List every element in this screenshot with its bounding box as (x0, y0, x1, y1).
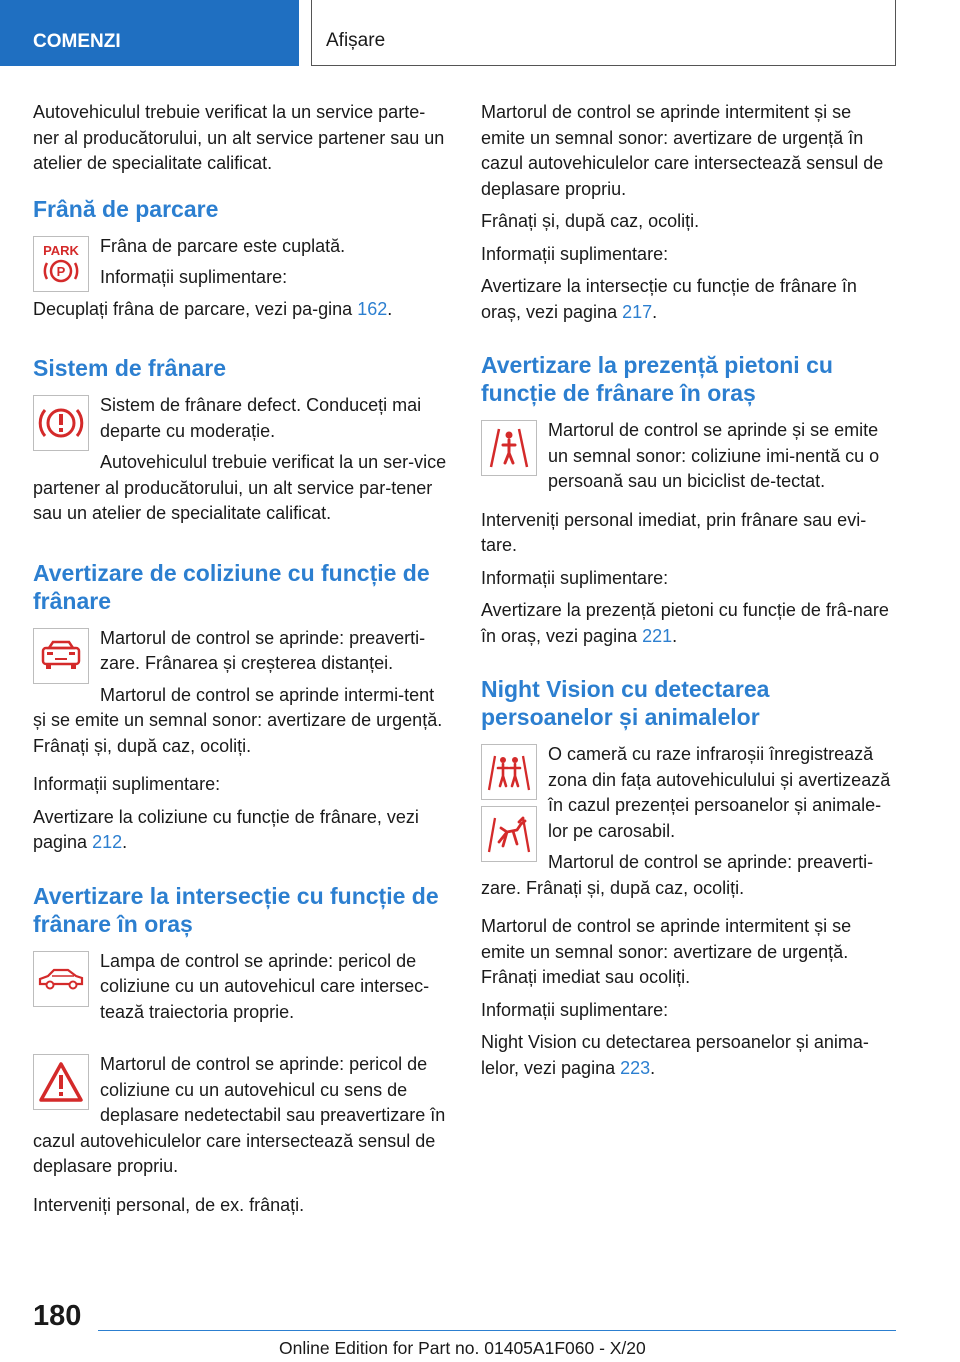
brake-warning-icon (33, 395, 89, 451)
car-side-warning-icon (33, 951, 89, 1007)
collision-p3: Informații suplimentare: (33, 774, 221, 794)
parking-p3: Decuplați frâna de parcare, vezi pa-gina 162. (33, 298, 393, 319)
page-link-221[interactable]: 221 (642, 625, 673, 646)
intersection-p3: Interveniți personal, de ex. frânați. (33, 1194, 305, 1215)
chapter-tab[interactable]: COMENZI (0, 0, 299, 66)
footer-edition: Online Edition for Part no. 01405A1F060 - X/20 (279, 1338, 646, 1358)
pedestrian-p4: Avertizare la prezență pietoni cu funcție de frâ-nare în oraș, vezi pagina 221. (481, 600, 889, 646)
heading-intersection-warning: Avertizare la intersecție cu funcție de frânare în oraș (33, 882, 439, 937)
page-link-162[interactable]: 162 (357, 298, 388, 319)
intersection-item-1 (33, 949, 448, 1032)
parking-p1: Frâna de parcare este cuplată. (100, 235, 346, 256)
park-brake-icon (33, 236, 89, 292)
warning-triangle-icon (33, 1054, 89, 1110)
brake-system-item (33, 393, 448, 533)
svg-text:P: P (56, 263, 66, 279)
intersection-cont-p1: Martorul de control se aprinde intermitent și se emite un semnal sonor: avertizare de urgență în cazul autovehiculelor care intersectează sensul de deplasare propriu. (481, 102, 884, 199)
intro-paragraph: Autovehiculul trebuie verificat la un service parte-ner al producătorului, un alt service partener sau un atelier de specialitate calificat. (33, 102, 445, 173)
pedestrian-p2: Interveniți personal imediat, prin frânare sau evi-tare. (481, 509, 867, 555)
right-column (481, 100, 896, 1088)
collision-p2: Martorul de control se aprinde intermi-tent și se emite un semnal sonor: avertizare de urgență. Frânați și, după caz, ocoliți. (33, 684, 443, 756)
car-front-warning-icon (33, 628, 89, 684)
intersection-cont-p4: Avertizare la intersecție cu funcție de frânare în oraș, vezi pagina 217. (481, 276, 857, 322)
heading-parking-brake: Frână de parcare (33, 195, 219, 222)
intersection-p1: Lampa de control se aprinde: pericol de coliziune cu un autovehicul care intersec-tează traiectoria proprie. (100, 950, 430, 1022)
footer-divider (98, 1330, 896, 1331)
collision-p4: Avertizare la coliziune cu funcție de frânare, vezi pagina 212. (33, 806, 419, 852)
page-header (0, 0, 960, 66)
brake-p1: Sistem de frânare defect. Conduceți mai departe cu moderație. (100, 395, 422, 441)
heading-collision-warning: Avertizare de coliziune cu funcție de frânare (33, 559, 430, 614)
page-link-223[interactable]: 223 (620, 1057, 651, 1078)
collision-item (33, 626, 448, 766)
section-title: Afișare (311, 0, 896, 66)
intersection-cont-p3: Informații suplimentare: (481, 243, 669, 264)
intersection-cont-p2: Frânați și, după caz, ocoliți. (481, 211, 700, 231)
pedestrian-warning-icon (481, 420, 537, 476)
night-p1: O cameră cu raze infraroșii înregistrează zona din fața autovehiculului și avertizează în cazul prezenței persoanelor și animale-lor pe carosabil. (548, 744, 891, 841)
night-p3: Martorul de control se aprinde intermitent și se emite un semnal sonor: avertizare de urgență. Frânați imediat sau ocoliți. (481, 916, 852, 987)
page-number: 180 (33, 1300, 82, 1332)
pedestrian-p1: Martorul de control se aprinde și se emite un semnal sonor: coliziune imi-nentă cu o persoană sau un biciclist de-tectat. (548, 420, 880, 491)
heading-brake-system: Sistem de frânare (33, 355, 227, 381)
pedestrian-item (481, 418, 896, 501)
parking-brake-item (33, 234, 448, 329)
page-link-212[interactable]: 212 (92, 832, 123, 852)
heading-pedestrian-warning: Avertizare la prezență pietoni cu funcție de frânare în oraș (481, 352, 833, 406)
svg-text:PARK: PARK (43, 242, 79, 258)
collision-p1: Martorul de control se aprinde: preaverti-zare. Frânarea și creșterea distanței. (100, 627, 426, 673)
page-link-217[interactable]: 217 (622, 301, 653, 322)
heading-night-vision: Night Vision cu detectarea persoanelor și animalelor (481, 676, 770, 730)
animal-warning-icon (481, 806, 537, 862)
night-vision-item (481, 742, 896, 907)
intersection-item-2 (33, 1052, 448, 1186)
parking-p2: Informații suplimentare: (100, 267, 288, 287)
night-p5: Night Vision cu detectarea persoanelor și anima-lelor, vezi pagina 223. (481, 1032, 869, 1078)
intersection-p2: Martorul de control se aprinde: pericol de coliziune cu un autovehicul cu sens de deplasare nedetectabil sau preavertizare în cazul autovehiculelor care intersectează sensul de deplasare propriu. (33, 1054, 446, 1176)
brake-p2: Autovehiculul trebuie verificat la un ser-vice partener al producătorului, un alt service par-tener sau un atelier de specialitate calificat. (33, 452, 447, 523)
persons-warning-icon (481, 744, 537, 800)
pedestrian-p3: Informații suplimentare: (481, 567, 669, 588)
night-p2: Martorul de control se aprinde: preaverti-zare. Frânați și, după caz, ocoliți. (481, 852, 874, 898)
night-p4: Informații suplimentare: (481, 999, 669, 1020)
left-column (33, 100, 448, 1225)
